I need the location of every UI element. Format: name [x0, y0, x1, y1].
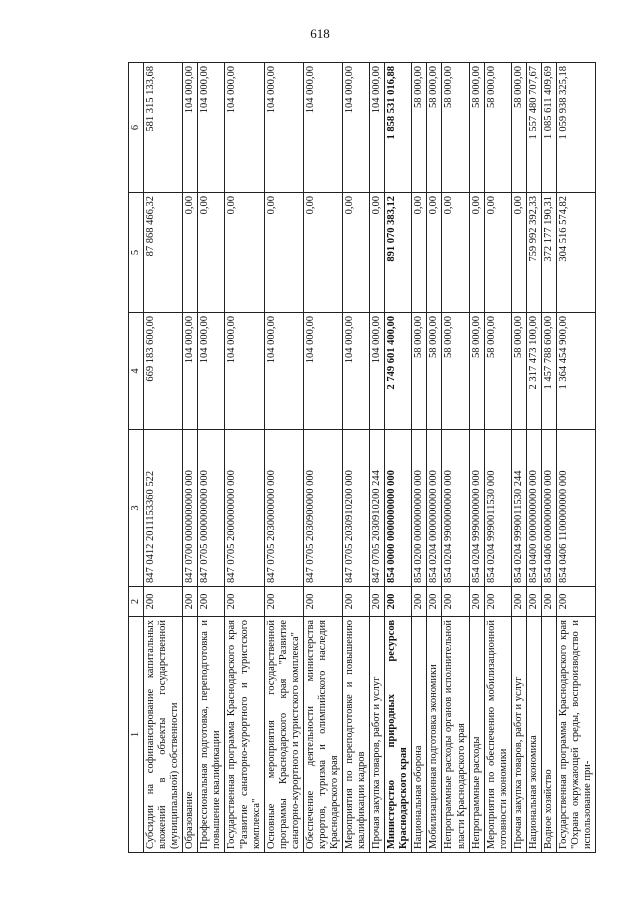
row-code-cell: 854 0406 0000000000 000: [541, 430, 556, 587]
row-approved-cell: 104 000,00: [198, 313, 225, 430]
table-row: [264, 63, 303, 853]
row-code-cell: 847 0705 2000000000 000: [225, 430, 264, 587]
row-code-cell: 854 0400 0000000000 000: [526, 430, 541, 587]
row-remaining-cell: 1 858 531 016,88: [385, 63, 412, 193]
row-code-cell: 847 0705 2030910200 000: [343, 430, 370, 587]
row-remaining-cell: 1 557 480 707,67: [526, 63, 541, 193]
row-kvr-cell: 200: [303, 587, 342, 617]
row-approved-cell: 1 457 788 600,00: [541, 313, 556, 430]
table-row: [427, 63, 442, 853]
row-kvr-cell: 200: [264, 587, 303, 617]
row-remaining-cell: 58 000,00: [412, 63, 427, 193]
row-kvr-cell: 200: [442, 587, 469, 617]
row-executed-cell: 891 070 383,12: [385, 193, 412, 313]
row-kvr-cell: 200: [370, 587, 385, 617]
table-row: [556, 63, 595, 853]
row-executed-cell: 0,00: [412, 193, 427, 313]
header-col-6: 6: [129, 63, 144, 193]
row-code-cell: 854 0204 9990011530 244: [511, 430, 526, 587]
row-name-cell: Образование: [183, 617, 198, 853]
row-executed-cell: 0,00: [370, 193, 385, 313]
row-name-cell: Государственная программа Краснодарского края "Охрана окружающей среды, воспроизводство и использование при-: [556, 617, 595, 853]
row-remaining-cell: 58 000,00: [427, 63, 442, 193]
row-name-cell: Национальная оборона: [412, 617, 427, 853]
row-approved-cell: 58 000,00: [469, 313, 484, 430]
row-executed-cell: 0,00: [198, 193, 225, 313]
row-name-cell: Министерство природных ресурсов Краснодарского края: [385, 617, 412, 853]
row-kvr-cell: 200: [511, 587, 526, 617]
row-executed-cell: 0,00: [484, 193, 511, 313]
row-code-cell: 847 0412 2011153360 522: [144, 430, 183, 587]
row-executed-cell: 759 992 392,33: [526, 193, 541, 313]
row-approved-cell: 58 000,00: [511, 313, 526, 430]
table-row: [303, 63, 342, 853]
row-kvr-cell: 200: [427, 587, 442, 617]
row-approved-cell: 104 000,00: [343, 313, 370, 430]
row-name-cell: Мероприятия по переподготовке и повышению квалификации кадров: [343, 617, 370, 853]
header-col-5: 5: [129, 193, 144, 313]
row-name-cell: Мобилизационная подготовка экономики: [427, 617, 442, 853]
row-kvr-cell: 200: [412, 587, 427, 617]
table-row: [469, 63, 484, 853]
table-row: [343, 63, 370, 853]
table-row: [144, 63, 183, 853]
row-code-cell: 854 0204 0000000000 000: [427, 430, 442, 587]
row-name-cell: Непрограммные расходы органов исполнительной власти Краснодарского края: [442, 617, 469, 853]
row-executed-cell: 0,00: [343, 193, 370, 313]
row-executed-cell: 372 177 190,31: [541, 193, 556, 313]
row-name-cell: Прочая закупка товаров, работ и услуг: [370, 617, 385, 853]
row-executed-cell: 0,00: [442, 193, 469, 313]
row-kvr-cell: 200: [144, 587, 183, 617]
row-remaining-cell: 1 059 938 325,18: [556, 63, 595, 193]
row-remaining-cell: 58 000,00: [484, 63, 511, 193]
table-row: [511, 63, 526, 853]
row-code-cell: 854 0204 9900000000 000: [442, 430, 469, 587]
row-code-cell: 854 0200 0000000000 000: [412, 430, 427, 587]
row-executed-cell: 0,00: [427, 193, 442, 313]
row-remaining-cell: 58 000,00: [511, 63, 526, 193]
row-approved-cell: 104 000,00: [264, 313, 303, 430]
table-row: [198, 63, 225, 853]
table-row: [370, 63, 385, 853]
page-number: 618: [310, 26, 330, 41]
budget-table: [128, 62, 596, 853]
row-name-cell: Профессиональная подготовка, переподготовка и повышение квалификации: [198, 617, 225, 853]
row-executed-cell: 0,00: [469, 193, 484, 313]
row-name-cell: Субсидии на софинансирование капитальных вложений в объекты государственной (муниципальной) собственности: [144, 617, 183, 853]
row-approved-cell: 104 000,00: [183, 313, 198, 430]
row-approved-cell: 2 749 601 400,00: [385, 313, 412, 430]
row-code-cell: 854 0406 1100000000 000: [556, 430, 595, 587]
table-row: [412, 63, 427, 853]
row-kvr-cell: 200: [225, 587, 264, 617]
table-row: [484, 63, 511, 853]
row-code-cell: 854 0204 9990011530 000: [484, 430, 511, 587]
row-name-cell: Непрограммные расходы: [469, 617, 484, 853]
row-name-cell: Прочая закупка товаров, работ и услуг: [511, 617, 526, 853]
table-body: [144, 63, 596, 853]
row-remaining-cell: 104 000,00: [198, 63, 225, 193]
row-kvr-cell: 200: [526, 587, 541, 617]
row-approved-cell: 669 183 600,00: [144, 313, 183, 430]
row-name-cell: Водное хозяйство: [541, 617, 556, 853]
row-remaining-cell: 104 000,00: [343, 63, 370, 193]
row-kvr-cell: 200: [484, 587, 511, 617]
table-header-row: [129, 63, 144, 853]
row-kvr-cell: 200: [385, 587, 412, 617]
row-remaining-cell: 58 000,00: [469, 63, 484, 193]
row-code-cell: 847 0705 2030910200 244: [370, 430, 385, 587]
row-kvr-cell: 200: [556, 587, 595, 617]
header-col-1: 1: [129, 617, 144, 853]
row-approved-cell: 104 000,00: [303, 313, 342, 430]
table-row: [442, 63, 469, 853]
table-row: [183, 63, 198, 853]
row-approved-cell: 58 000,00: [412, 313, 427, 430]
row-remaining-cell: 104 000,00: [303, 63, 342, 193]
row-kvr-cell: 200: [198, 587, 225, 617]
row-approved-cell: 2 317 473 100,00: [526, 313, 541, 430]
row-approved-cell: 104 000,00: [370, 313, 385, 430]
row-name-cell: Мероприятия по обеспечению мобилизационной готовности экономики: [484, 617, 511, 853]
row-remaining-cell: 104 000,00: [264, 63, 303, 193]
row-executed-cell: 0,00: [183, 193, 198, 313]
row-approved-cell: 58 000,00: [484, 313, 511, 430]
row-executed-cell: 0,00: [303, 193, 342, 313]
row-code-cell: 847 0700 0000000000 000: [183, 430, 198, 587]
row-code-cell: 854 0000 0000000000 000: [385, 430, 412, 587]
row-kvr-cell: 200: [343, 587, 370, 617]
row-kvr-cell: 200: [183, 587, 198, 617]
table-row: [541, 63, 556, 853]
header-col-2: 2: [129, 587, 144, 617]
row-remaining-cell: 104 000,00: [183, 63, 198, 193]
rotated-table-container: [128, 63, 604, 853]
row-kvr-cell: 200: [541, 587, 556, 617]
row-approved-cell: 58 000,00: [442, 313, 469, 430]
row-executed-cell: 87 868 466,32: [144, 193, 183, 313]
row-executed-cell: 0,00: [264, 193, 303, 313]
row-executed-cell: 0,00: [511, 193, 526, 313]
table-row: [385, 63, 412, 853]
row-code-cell: 847 0705 0000000000 000: [198, 430, 225, 587]
row-executed-cell: 304 516 574,82: [556, 193, 595, 313]
row-remaining-cell: 58 000,00: [442, 63, 469, 193]
row-approved-cell: 1 364 454 900,00: [556, 313, 595, 430]
row-approved-cell: 104 000,00: [225, 313, 264, 430]
row-code-cell: 847 0705 2030900000 000: [303, 430, 342, 587]
row-code-cell: 854 0204 9990000000 000: [469, 430, 484, 587]
table-row: [526, 63, 541, 853]
row-remaining-cell: 581 315 133,68: [144, 63, 183, 193]
header-col-4: 4: [129, 313, 144, 430]
row-approved-cell: 58 000,00: [427, 313, 442, 430]
header-col-3: 3: [129, 430, 144, 587]
row-name-cell: Государственная программа Краснодарского края "Развитие санаторно-курортного и туристского комплекса": [225, 617, 264, 853]
row-executed-cell: 0,00: [225, 193, 264, 313]
table-row: [225, 63, 264, 853]
row-name-cell: Обеспечение деятельности министерства курортов, туризма и олимпийского наследия Краснодарского края: [303, 617, 342, 853]
row-kvr-cell: 200: [469, 587, 484, 617]
row-remaining-cell: 104 000,00: [370, 63, 385, 193]
row-name-cell: Основные мероприятия государственной программы Краснодарского края "Развитие санаторно-курортного и туристского комплекса": [264, 617, 303, 853]
row-code-cell: 847 0705 2030000000 000: [264, 430, 303, 587]
row-remaining-cell: 104 000,00: [225, 63, 264, 193]
row-remaining-cell: 1 085 611 409,69: [541, 63, 556, 193]
row-name-cell: Национальная экономика: [526, 617, 541, 853]
